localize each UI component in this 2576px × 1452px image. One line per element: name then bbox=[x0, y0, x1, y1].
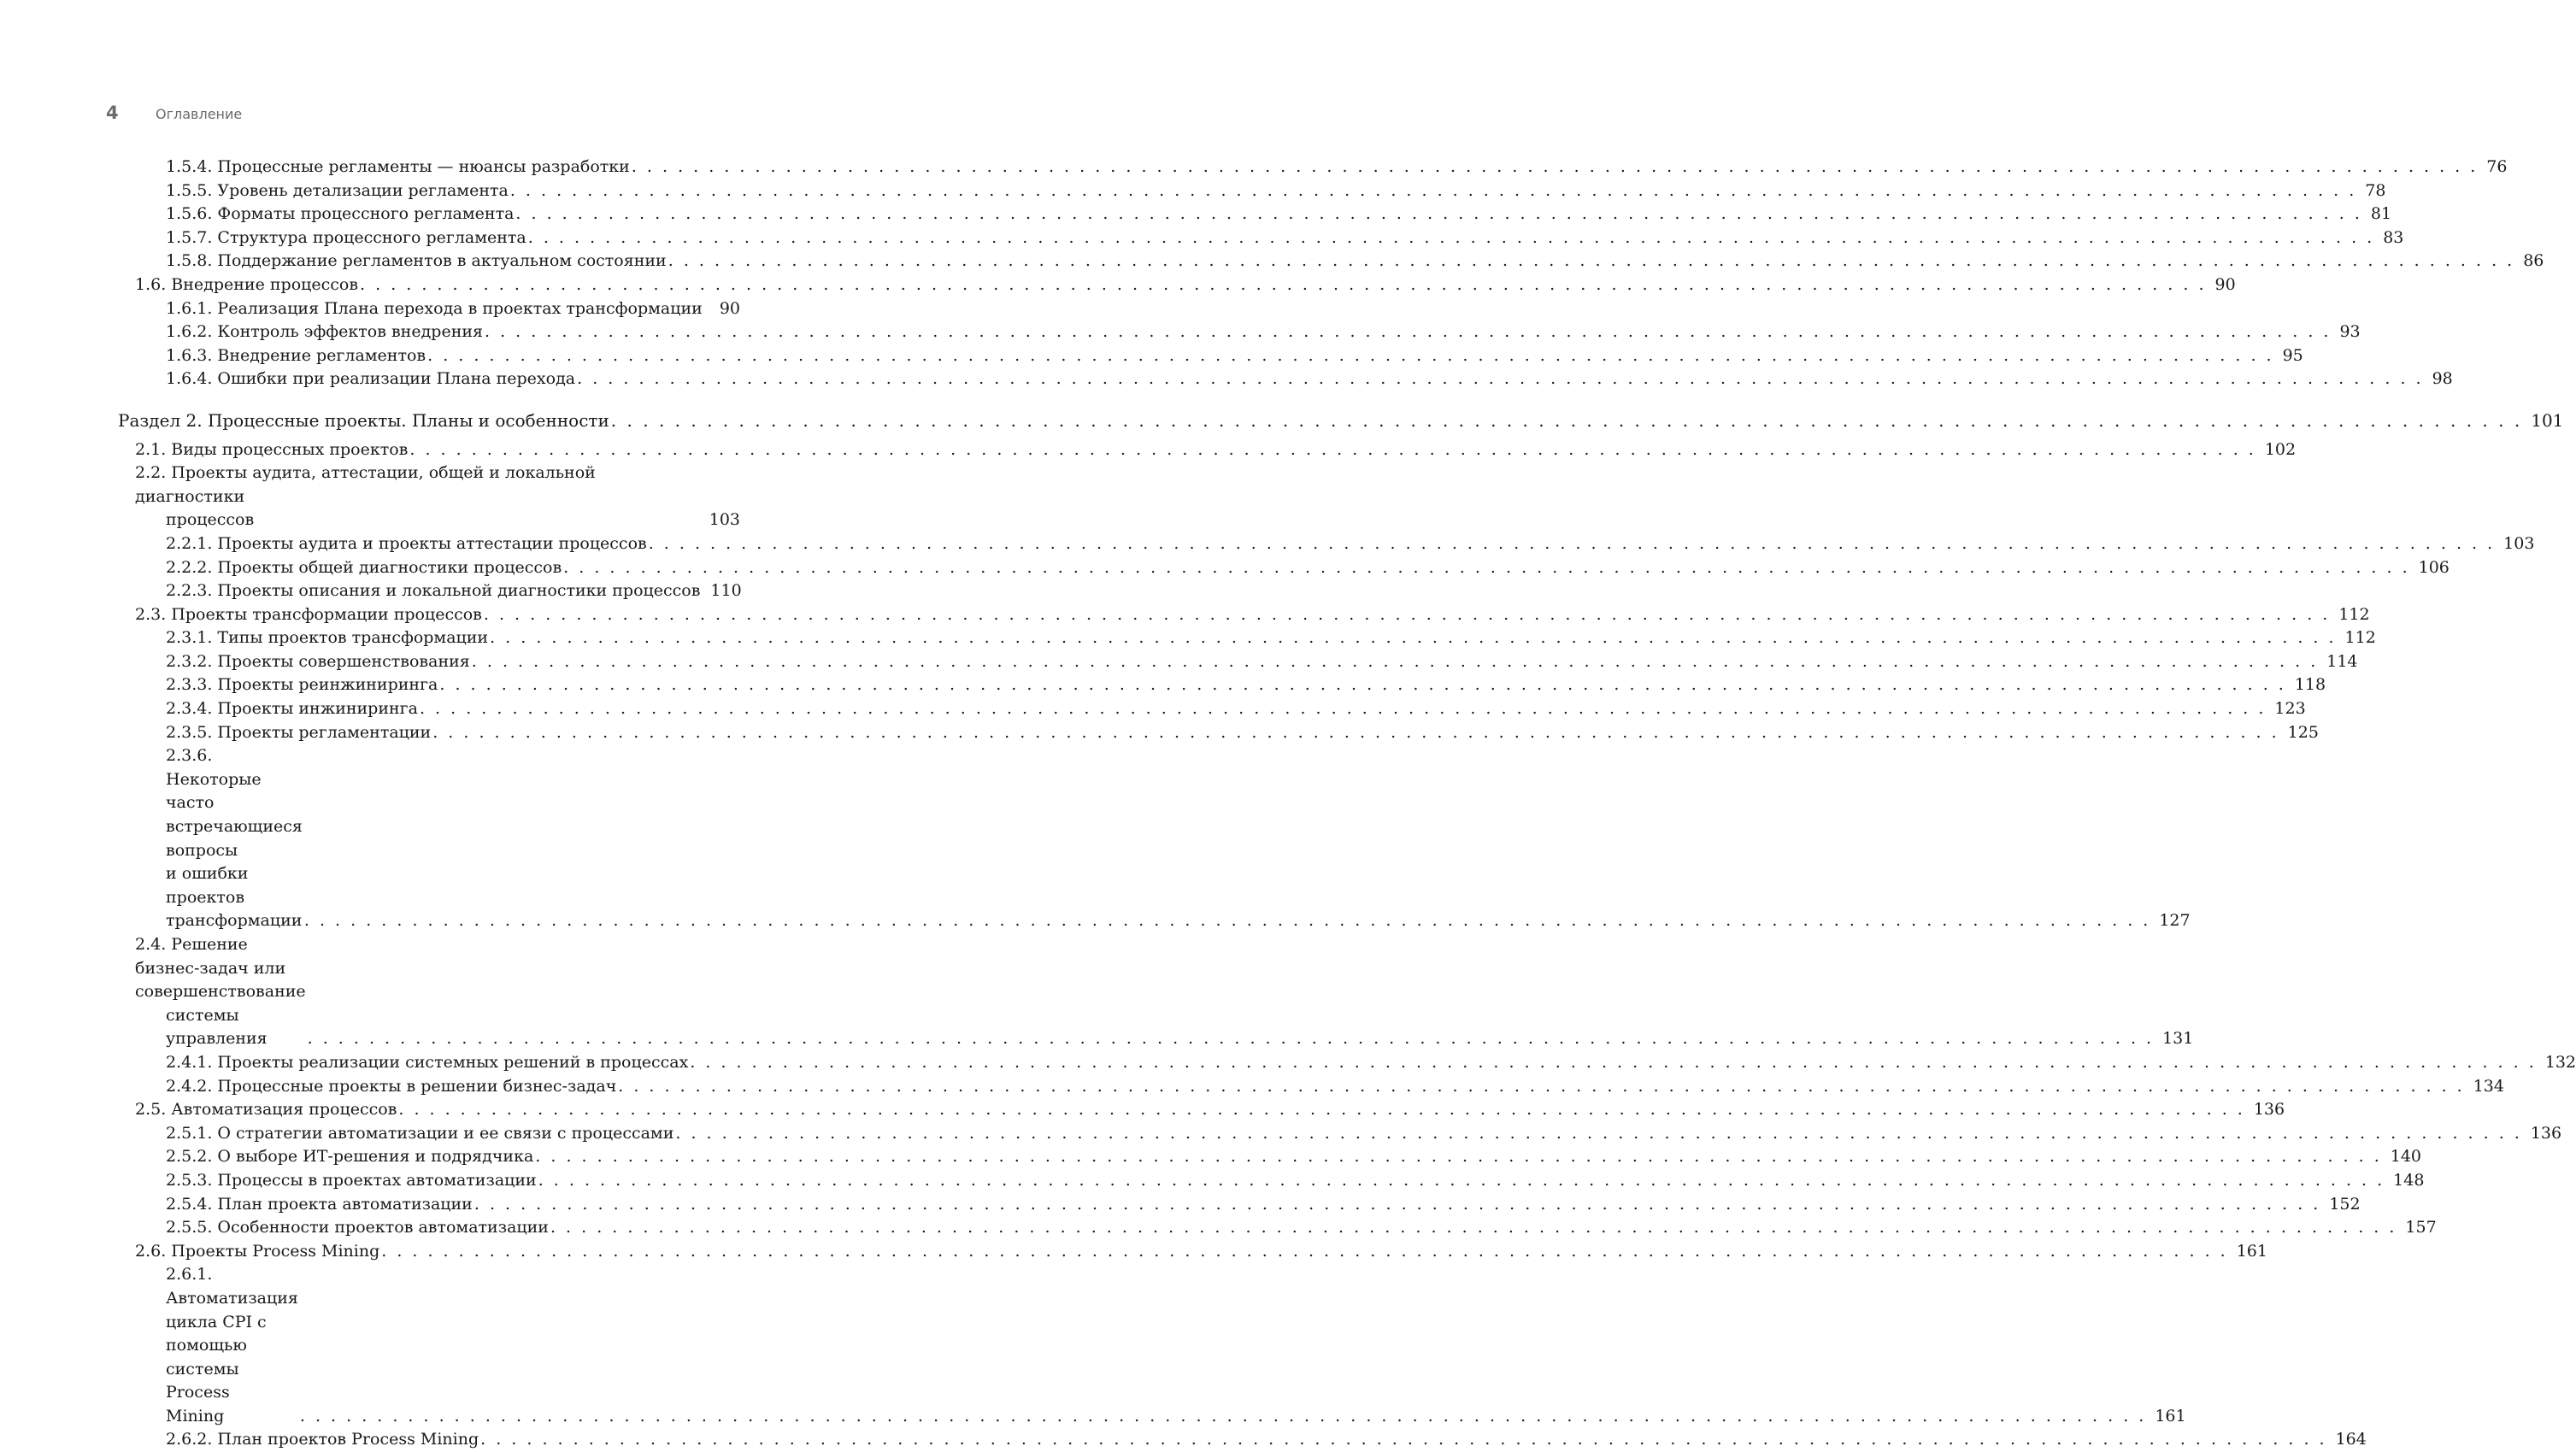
toc-entry-line: 1.6.4. Ошибки при реализации Плана перехода bbox=[166, 369, 576, 389]
dot-leader: . . . . . . . . . . . . . . . . . . . . . . . . . . . . . . . . . . . . . . . . . . . . . . . . . . . . . . . . . . . . . . . . . . . . . . . . . . . . . . . . . . . . . . . . . . . . . . . . . . . . . . . . . . . . . . . . . . . . . . . . bbox=[480, 1430, 2327, 1449]
toc-entry-title bbox=[135, 1240, 381, 1264]
toc-entry-line: 2.3.2. Проекты совершенствования bbox=[166, 651, 470, 671]
dot-leader: . . . . . . . . . . . . . . . . . . . . . . . . . . . . . . . . . . . . . . . . . . . . . . . . . . . . . . . . . . . . . . . . . . . . . . . . . . . . . . . . . . . . . . . . . . . . . . . . . . . . . . . . . . . . . . . . . . . . . . . . bbox=[473, 1194, 2321, 1214]
toc-entry-line: 2.5. Автоматизация процессов bbox=[135, 1100, 397, 1120]
toc-entry-line: 1.6.3. Внедрение регламентов bbox=[166, 345, 426, 365]
toc-entry bbox=[0, 367, 2453, 391]
toc-entry-line: процессов bbox=[166, 510, 255, 530]
toc-entry-line: и ошибки проектов трансформации bbox=[166, 864, 303, 931]
toc-entry-page: 164 bbox=[2335, 1430, 2367, 1449]
dot-leader: . . . . . . . . . . . . . . . . . . . . . . . . . . . . . . . . . . . . . . . . . . . . . . . . . . . . . . . . . . . . . . . . . . . . . . . . . . . . . . . . . . . . . . . . . . . . . . . . . . . . . . . . . . . . . . . . . . . . . . . . bbox=[483, 604, 2331, 624]
toc-entry bbox=[0, 273, 2236, 297]
toc-entry-line: 2.3.5. Проекты регламентации bbox=[166, 722, 432, 742]
toc-entry bbox=[0, 579, 855, 603]
toc-entry-page: 90 bbox=[719, 298, 740, 318]
toc-entry-title bbox=[166, 1075, 618, 1099]
toc-entry-line: Раздел 2. Процессные проекты. Планы и особенности bbox=[118, 409, 609, 431]
toc-entry-title bbox=[166, 367, 577, 391]
dot-leader: . . . . . . . . . . . . . . . . . . . . . . . . . . . . . . . . . . . . . . . . . . . . . . . . . . . . . . . . . . . . . . . . . . . . . . . . . . . . . . . . . . . . . . . . . . . . . . . . . . . . . . . . . . . . . . . . . . . . . . . . bbox=[299, 1406, 2147, 1426]
toc-entry bbox=[0, 1145, 2422, 1169]
toc-entry-line: 2.3.6. Некоторые часто встречающиеся вопросы bbox=[166, 746, 303, 860]
toc-entry-line: 2.6. Проекты Process Mining bbox=[135, 1241, 380, 1261]
toc-entry-page: 112 bbox=[2344, 628, 2376, 648]
page-number: 4 bbox=[106, 103, 119, 123]
dot-leader: . . . . . . . . . . . . . . . . . . . . . . . . . . . . . . . . . . . . . . . . . . . . . . . . . . . . . . . . . . . . . . . . . . . . . . . . . . . . . . . . . . . . . . . . . . . . . . . . . . . . . . . . . . . . . . . . . . . . . . . . bbox=[509, 180, 2357, 200]
toc-entry bbox=[0, 1051, 2576, 1075]
toc-entry-line: 2.3.1. Типы проектов трансформации bbox=[166, 628, 489, 648]
toc-entry-title bbox=[166, 532, 649, 556]
dot-leader: . . . . . . . . . . . . . . . . . . . . . . . . . . . . . . . . . . . . . . . . . . . . . . . . . . . . . . . . . . . . . . . . . . . . . . . . . . . . . . . . . . . . . . . . . . . . . . . . . . . . . . . . . . . . . . . . . . . . . . . . bbox=[381, 1241, 2228, 1261]
toc-entry-title bbox=[166, 1122, 675, 1146]
toc-entry-page: 157 bbox=[2405, 1218, 2437, 1237]
toc-entry bbox=[0, 673, 2326, 697]
toc-entry-page: 110 bbox=[710, 581, 742, 601]
toc-entry-line: Mining bbox=[166, 1406, 225, 1426]
toc-entry-title bbox=[166, 650, 472, 674]
toc-entry-line: 2.5.5. Особенности проектов автоматизации bbox=[166, 1218, 549, 1237]
toc-entry-title bbox=[135, 603, 484, 627]
toc-entry-page: 93 bbox=[2339, 322, 2361, 342]
toc-entry-line: 2.5.1. О стратегии автоматизации и ее связи с процессами bbox=[166, 1123, 674, 1143]
toc-entry bbox=[0, 461, 855, 532]
dot-leader: . . . . . . . . . . . . . . . . . . . . . . . . . . . . . . . . . . . . . . . . . . . . . . . . . . . . . . . . . . . . . . . . . . . . . . . . . . . . . . . . . . . . . . . . . . . . . . . . . . . . . . . . . . . . . . . . . . . . . . . . bbox=[577, 369, 2424, 389]
dot-leader: . . . . . . . . . . . . . . . . . . . . . . . . . . . . . . . . . . . . . . . . . . . . . . . . . . . . . . . . . . . . . . . . . . . . . . . . . . . . . . . . . . . . . . . . . . . . . . . . . . . . . . . . . . . . . . . . . . . . . . . . bbox=[490, 628, 2337, 648]
toc-entry-title bbox=[166, 179, 510, 203]
toc-entry-title bbox=[166, 203, 515, 226]
dot-leader: . . . . . . . . . . . . . . . . . . . . . . . . . . . . . . . . . . . . . . . . . . . . . . . . . . . . . . . . . . . . . . . . . . . . . . . . . . . . . . . . . . . . . . . . . . . . . . . . . . . . . . . . . . . . . . . . . . . . . . . . bbox=[432, 722, 2279, 742]
toc-entry-title bbox=[166, 721, 432, 745]
toc-entry-title bbox=[118, 409, 611, 433]
toc-entry-line: 2.5.2. О выборе ИТ-решения и подрядчика bbox=[166, 1147, 534, 1167]
toc-entry bbox=[0, 744, 2191, 933]
toc-entry-line: 1.5.6. Форматы процессного регламента bbox=[166, 204, 515, 224]
toc-entry bbox=[0, 203, 2392, 226]
toc-entry bbox=[0, 1098, 2285, 1122]
toc-entry-title bbox=[166, 1145, 535, 1169]
toc-entry-line: 2.2.3. Проекты описания и локальной диагностики процессов bbox=[166, 581, 701, 601]
toc-entry bbox=[0, 1428, 2367, 1452]
toc-entry-page: 106 bbox=[2418, 557, 2450, 577]
toc-entry-title bbox=[166, 320, 485, 344]
toc-entry-title bbox=[166, 1263, 300, 1428]
toc-entry-page: 136 bbox=[2253, 1100, 2285, 1120]
table-of-contents bbox=[0, 156, 2576, 1452]
dot-leader: . . . . . . . . . . . . . . . . . . . . . . . . . . . . . . . . . . . . . . . . . . . . . . . . . . . . . . . . . . . . . . . . . . . . . . . . . . . . . . . . . . . . . . . . . . . . . . . . . . . . . . . . . . . . . . . . . . . . . . . . bbox=[648, 533, 2496, 553]
toc-entry bbox=[0, 556, 2450, 580]
toc-entry-line: 2.5.4. План проекта автоматизации bbox=[166, 1194, 473, 1214]
toc-entry-line: 2.1. Виды процессных проектов bbox=[135, 439, 409, 459]
toc-entry-page: 161 bbox=[2155, 1406, 2186, 1426]
toc-entry bbox=[0, 250, 2544, 273]
toc-entry-line: 1.5.7. Структура процессного регламента bbox=[166, 227, 526, 247]
toc-entry-line: 2.4.2. Процессные проекты в решении бизнес-задач bbox=[166, 1076, 617, 1096]
toc-entry-page: 95 bbox=[2282, 345, 2303, 365]
dot-leader: . . . . . . . . . . . . . . . . . . . . . . . . . . . . . . . . . . . . . . . . . . . . . . . . . . . . . . . . . . . . . . . . . . . . . . . . . . . . . . . . . . . . . . . . . . . . . . . . . . . . . . . . . . . . . . . . . . . . . . . . bbox=[618, 1076, 2465, 1096]
dot-leader: . . . . . . . . . . . . . . . . . . . . . . . . . . . . . . . . . . . . . . . . . . . . . . . . . . . . . . . . . . . . . . . . . . . . . . . . . . . . . . . . . . . . . . . . . . . . . . . . . . . . . . . . . . . . . . . . . . . . . . . . bbox=[527, 227, 2375, 247]
toc-entry bbox=[0, 297, 855, 321]
dot-leader: . . . . . . . . . . . . . . . . . . . . . . . . . . . . . . . . . . . . . . . . . . . . . . . . . . . . . . . . . . . . . . . . . . . . . . . . . . . . . . . . . . . . . . . . . . . . . . . . . . . . . . . . . . . . . . . . . . . . . . . . bbox=[610, 409, 2523, 431]
toc-entry-line: 1.6. Внедрение процессов bbox=[135, 274, 359, 294]
toc-entry-line: 1.5.5. Уровень детализации регламента bbox=[166, 180, 509, 200]
toc-entry-line: 2.2. Проекты аудита, аттестации, общей и локальной диагностики bbox=[135, 463, 596, 506]
toc-entry-page: 118 bbox=[2294, 675, 2326, 695]
toc-entry-title bbox=[135, 438, 409, 462]
dot-leader: . . . . . . . . . . . . . . . . . . . . . . . . . . . . . . . . . . . . . . . . . . . . . . . . . . . . . . . . . . . . . . . . . . . . . . . . . . . . . . . . . . . . . . . . . . . . . . . . . . . . . . . . . . . . . . . . . . . . . . . . bbox=[515, 204, 2362, 224]
toc-entry-line: 2.2.2. Проекты общей диагностики процессов bbox=[166, 557, 562, 577]
dot-leader: . . . . . . . . . . . . . . . . . . . . . . . . . . . . . . . . . . . . . . . . . . . . . . . . . . . . . . . . . . . . . . . . . . . . . . . . . . . . . . . . . . . . . . . . . . . . . . . . . . . . . . . . . . . . . . . . . . . . . . . . bbox=[631, 157, 2479, 176]
toc-entry-line: 1.6.1. Реализация Плана перехода в проектах трансформации bbox=[166, 298, 703, 318]
toc-entry bbox=[0, 1169, 2425, 1193]
toc-entry bbox=[0, 532, 2535, 556]
toc-entry-line: 2.3. Проекты трансформации процессов bbox=[135, 604, 482, 624]
running-header bbox=[106, 103, 242, 123]
toc-entry-title bbox=[166, 1193, 474, 1217]
toc-entry bbox=[0, 156, 2508, 179]
toc-entry-title bbox=[166, 1051, 690, 1075]
toc-entry bbox=[0, 1193, 2361, 1217]
toc-entry-title bbox=[166, 697, 420, 721]
dot-leader: . . . . . . . . . . . . . . . . . . . . . . . . . . . . . . . . . . . . . . . . . . . . . . . . . . . . . . . . . . . . . . . . . . . . . . . . . . . . . . . . . . . . . . . . . . . . . . . . . . . . . . . . . . . . . . . . . . . . . . . . bbox=[471, 651, 2319, 671]
dot-leader: . . . . . . . . . . . . . . . . . . . . . . . . . . . . . . . . . . . . . . . . . . . . . . . . . . . . . . . . . . . . . . . . . . . . . . . . . . . . . . . . . . . . . . . . . . . . . . . . . . . . . . . . . . . . . . . . . . . . . . . . bbox=[550, 1218, 2397, 1237]
toc-entry bbox=[0, 179, 2386, 203]
toc-entry-page: 148 bbox=[2393, 1170, 2425, 1190]
toc-entry-title bbox=[135, 933, 308, 1051]
dot-leader: . . . . . . . . . . . . . . . . . . . . . . . . . . . . . . . . . . . . . . . . . . . . . . . . . . . . . . . . . . . . . . . . . . . . . . . . . . . . . . . . . . . . . . . . . . . . . . . . . . . . . . . . . . . . . . . . . . . . . . . . bbox=[563, 557, 2410, 577]
toc-entry-page: 81 bbox=[2370, 204, 2392, 224]
toc-entry-page: 134 bbox=[2473, 1076, 2504, 1096]
dot-leader: . . . . . . . . . . . . . . . . . . . . . . . . . . . . . . . . . . . . . . . . . . . . . . . . . . . . . . . . . . . . . . . . . . . . . . . . . . . . . . . . . . . . . . . . . . . . . . . . . . . . . . . . . . . . . . . . . . . . . . . . bbox=[690, 1052, 2537, 1072]
toc-entry-page: 101 bbox=[2531, 409, 2564, 431]
toc-entry bbox=[0, 1075, 2504, 1099]
toc-entry-page: 131 bbox=[2162, 1029, 2194, 1049]
toc-entry bbox=[0, 1216, 2437, 1240]
toc-entry-title bbox=[166, 156, 632, 179]
toc-entry-page: 86 bbox=[2523, 251, 2544, 271]
toc-entry-title bbox=[166, 673, 439, 697]
toc-entry bbox=[0, 344, 2303, 368]
toc-entry-title bbox=[166, 250, 668, 273]
dot-leader: . . . . . . . . . . . . . . . . . . . . . . . . . . . . . . . . . . . . . . . . . . . . . . . . . . . . . . . . . . . . . . . . . . . . . . . . . . . . . . . . . . . . . . . . . . . . . . . . . . . . . . . . . . . . . . . . . . . . . . . . bbox=[419, 699, 2267, 719]
dot-leader: . . . . . . . . . . . . . . . . . . . . . . . . . . . . . . . . . . . . . . . . . . . . . . . . . . . . . . . . . . . . . . . . . . . . . . . . . . . . . . . . . . . . . . . . . . . . . . . . . . . . . . . . . . . . . . . . . . . . . . . . bbox=[675, 1123, 2522, 1143]
toc-entry bbox=[0, 320, 2361, 344]
toc-entry bbox=[0, 697, 2306, 721]
toc-entry bbox=[0, 626, 2376, 650]
toc-entry-page: 83 bbox=[2383, 227, 2404, 247]
toc-entry-title bbox=[166, 344, 427, 368]
toc-entry-line: 2.3.3. Проекты реинжиниринга bbox=[166, 675, 438, 695]
toc-entry-page: 102 bbox=[2264, 439, 2297, 459]
toc-entry-page: 103 bbox=[2503, 533, 2535, 553]
toc-entry-line: 1.5.8. Поддержание регламентов в актуальном состоянии bbox=[166, 251, 667, 271]
toc-entry-page: 152 bbox=[2329, 1194, 2361, 1214]
toc-entry-title bbox=[166, 1169, 538, 1193]
dot-leader: . . . . . . . . . . . . . . . . . . . . . . . . . . . . . . . . . . . . . . . . . . . . . . . . . . . . . . . . . . . . . . . . . . . . . . . . . . . . . . . . . . . . . . . . . . . . . . . . . . . . . . . . . . . . . . . . . . . . . . . . bbox=[668, 251, 2515, 271]
toc-entry-page: 90 bbox=[2214, 274, 2236, 294]
toc-entry-page: 132 bbox=[2544, 1052, 2576, 1072]
toc-entry-title bbox=[166, 297, 704, 321]
dot-leader: . . . . . . . . . . . . . . . . . . . . . . . . . . . . . . . . . . . . . . . . . . . . . . . . . . . . . . . . . . . . . . . . . . . . . . . . . . . . . . . . . . . . . . . . . . . . . . . . . . . . . . . . . . . . . . . . . . . . . . . . bbox=[303, 911, 2151, 931]
dot-leader: . . . . . . . . . . . . . . . . . . . . . . . . . . . . . . . . . . . . . . . . . . . . . . . . . . . . . . . . . . . . . . . . . . . . . . . . . . . . . . . . . . . . . . . . . . . . . . . . . . . . . . . . . . . . . . . . . . . . . . . . bbox=[427, 345, 2274, 365]
dot-leader: . . . . . . . . . . . . . . . . . . . . . . . . . . . . . . . . . . . . . . . . . . . . . . . . . . . . . . . . . . . . . . . . . . . . . . . . . . . . . . . . . . . . . . . . . . . . . . . . . . . . . . . . . . . . . . . . . . . . . . . . bbox=[360, 274, 2207, 294]
dot-leader: . . . . . . . . . . . . . . . . . . . . . . . . . . . . . . . . . . . . . . . . . . . . . . . . . . . . . . . . . . . . . . . . . . . . . . . . . . . . . . . . . . . . . . . . . . . . . . . . . . . . . . . . . . . . . . . . . . . . . . . . bbox=[307, 1029, 2155, 1049]
toc-entry-line: 1.5.4. Процессные регламенты — нюансы разработки bbox=[166, 157, 630, 176]
toc-entry bbox=[0, 650, 2358, 674]
toc-entry bbox=[0, 603, 2370, 627]
dot-leader: . . . . . . . . . . . . . . . . . . . . . . . . . . . . . . . . . . . . . . . . . . . . . . . . . . . . . . . . . . . . . . . . . . . . . . . . . . . . . . . . . . . . . . . . . . . . . . . . . . . . . . . . . . . . . . . . . . . . . . . . bbox=[439, 675, 2286, 695]
toc-entry bbox=[0, 438, 2297, 462]
toc-entry-page: 78 bbox=[2365, 180, 2386, 200]
toc-entry-page: 161 bbox=[2236, 1241, 2267, 1261]
toc-entry-title bbox=[135, 1098, 398, 1122]
toc-entry bbox=[0, 1122, 2562, 1146]
toc-entry bbox=[0, 933, 2194, 1051]
toc-entry-page: 114 bbox=[2326, 651, 2358, 671]
toc-entry-line: 2.2.1. Проекты аудита и проекты аттестации процессов bbox=[166, 533, 647, 553]
toc-entry-title bbox=[135, 273, 360, 297]
toc-entry bbox=[0, 409, 2564, 433]
toc-entry-line: 2.3.4. Проекты инжиниринга bbox=[166, 699, 418, 719]
toc-entry-line: 2.4. Решение бизнес-задач или совершенствование bbox=[135, 935, 306, 1002]
toc-entry-page: 76 bbox=[2486, 157, 2508, 176]
toc-entry-title bbox=[166, 579, 702, 603]
toc-entry-page: 125 bbox=[2287, 722, 2319, 742]
toc-entry-line: 2.6.2. План проектов Process Mining bbox=[166, 1430, 479, 1449]
toc-entry-title bbox=[166, 226, 528, 250]
toc-entry-page: 103 bbox=[709, 510, 740, 530]
toc-entry-title bbox=[135, 461, 698, 532]
toc-entry-title bbox=[166, 744, 304, 933]
toc-entry bbox=[0, 226, 2404, 250]
toc-entry bbox=[0, 1240, 2267, 1264]
dot-leader: . . . . . . . . . . . . . . . . . . . . . . . . . . . . . . . . . . . . . . . . . . . . . . . . . . . . . . . . . . . . . . . . . . . . . . . . . . . . . . . . . . . . . . . . . . . . . . . . . . . . . . . . . . . . . . . . . . . . . . . . bbox=[398, 1100, 2245, 1120]
toc-entry-line: 2.5.3. Процессы в проектах автоматизации bbox=[166, 1170, 537, 1190]
toc-entry-page: 140 bbox=[2390, 1147, 2422, 1167]
toc-entry-title bbox=[166, 1216, 550, 1240]
dot-leader: . . . . . . . . . . . . . . . . . . . . . . . . . . . . . . . . . . . . . . . . . . . . . . . . . . . . . . . . . . . . . . . . . . . . . . . . . . . . . . . . . . . . . . . . . . . . . . . . . . . . . . . . . . . . . . . . . . . . . . . . bbox=[535, 1147, 2382, 1167]
toc-entry-title bbox=[166, 626, 490, 650]
toc-entry-line: 1.6.2. Контроль эффектов внедрения bbox=[166, 322, 484, 342]
toc-entry-line: системы управления bbox=[166, 1005, 268, 1049]
toc-entry-page: 98 bbox=[2432, 369, 2453, 389]
toc-entry-line: 2.4.1. Проекты реализации системных решений в процессах bbox=[166, 1052, 689, 1072]
toc-entry-page: 123 bbox=[2274, 699, 2306, 719]
toc-entry-page: 136 bbox=[2530, 1123, 2562, 1143]
dot-leader: . . . . . . . . . . . . . . . . . . . . . . . . . . . . . . . . . . . . . . . . . . . . . . . . . . . . . . . . . . . . . . . . . . . . . . . . . . . . . . . . . . . . . . . . . . . . . . . . . . . . . . . . . . . . . . . . . . . . . . . . bbox=[538, 1170, 2385, 1190]
toc-entry-line: 2.6.1. Автоматизация цикла CPI с помощью системы Process bbox=[166, 1265, 298, 1402]
running-title: Оглавление bbox=[156, 106, 243, 122]
toc-entry bbox=[0, 721, 2319, 745]
toc-entry-title bbox=[166, 556, 563, 580]
toc-entry-page: 127 bbox=[2159, 911, 2191, 931]
toc-entry bbox=[0, 1263, 2186, 1428]
dot-leader: . . . . . . . . . . . . . . . . . . . . . . . . . . . . . . . . . . . . . . . . . . . . . . . . . . . . . . . . . . . . . . . . . . . . . . . . . . . . . . . . . . . . . . . . . . . . . . . . . . . . . . . . . . . . . . . . . . . . . . . . bbox=[485, 322, 2332, 342]
toc-entry-title bbox=[166, 1428, 480, 1452]
toc-entry-page: 112 bbox=[2338, 604, 2370, 624]
dot-leader: . . . . . . . . . . . . . . . . . . . . . . . . . . . . . . . . . . . . . . . . . . . . . . . . . . . . . . . . . . . . . . . . . . . . . . . . . . . . . . . . . . . . . . . . . . . . . . . . . . . . . . . . . . . . . . . . . . . . . . . . bbox=[409, 439, 2256, 459]
